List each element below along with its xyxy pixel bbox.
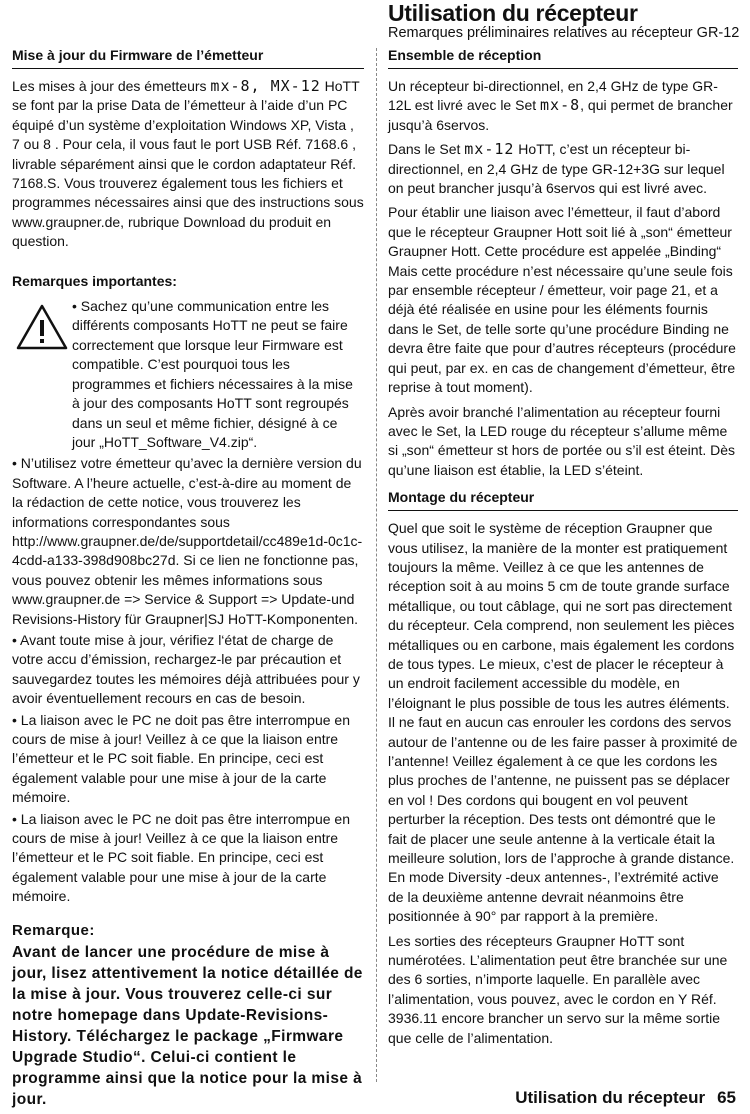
important-remarks-heading: Remarques importantes:: [12, 272, 177, 289]
remark-bullet-3: • Avant toute mise à jour, vérifiez l‘état de charge de votre accu d’émission, rechargez-le par précaution et sauvegardez toutes les mémoires déjà attribuées pour y avoir éventuellement recours en cas de besoin.: [12, 631, 360, 707]
receiver-mounting-heading: Montage du récepteur: [388, 488, 738, 511]
warning-triangle-icon: [16, 301, 68, 353]
remark-bullet-2: • N’utilisez votre émetteur qu’avec la dernière version du Software. A l’heure actuelle, c’est-à-dire au moment de la rédaction de cette notice, vous trouverez les informations correspondantes sous http://www.graupner.de/de/supportdetail/cc489e1d-0c1c-4cdd-a133-398d908bc27d. Si ce lien ne fonctionne pas, vous pouvez obtenir les mêmes informations sous www.graupner.de => Service & Support => Update-und Revisions-History für Graupner|SJ HoTT-Komponenten.: [12, 455, 363, 627]
firmware-intro-post: HoTT se font par la prise Data de l’émetteur à l’aide d’un PC équipé d’un système d’exploitation Windows XP, Vista , 7 ou 8 . Pour cela, il vous faut le port USB Réf. 7168.6 , livrable séparément ainsi que le cordon adaptateur Réf. 7168.S. Vous trouverez également tous les fichiers et programmes nécessaires ainsi que des instructions sous www.graupner.de, rubrique Download du produit en question.: [12, 78, 364, 250]
footer-section: Utilisation du récepteur: [515, 1088, 706, 1107]
warning-block: [12, 297, 364, 454]
remark-bullet-1: • Sachez qu’une communication entre les différents composants HoTT ne peut se faire correctement que lorsque leur Firmware est compatible. C’est pourquoi tous les programmes et fichiers nécessaires à la mise à jour des composants HoTT sont regroupés dans un seul et même fichier, désigné à ce jour „HoTT_Software_V4.zip“.: [72, 298, 353, 450]
p2-post: HoTT, c’est un récepteur bi-directionnel, en 2,4 GHz de type GR-12+3G sur lequel on peut brancher jusqu’à 6servos qui est livré avec.: [388, 141, 725, 197]
remark-bullet-5: • La liaison avec le PC ne doit pas être interrompue en cours de mise à jour! Veillez à ce que la liaison entre l’émetteur et le PC soit fiable. En principe, ceci est également valable pour une mise à jour de la carte mémoire.: [12, 810, 350, 905]
p2-model: mx-12: [464, 140, 515, 159]
p1-post: , qui permet de brancher jusqu’à 6servos.: [388, 97, 733, 133]
left-column: [12, 46, 364, 1110]
page-footer: [503, 1088, 736, 1108]
remark-bullet-4: • La liaison avec le PC ne doit pas être interrompue en cours de mise à jour! Veillez à ce que la liaison entre l’émetteur et le PC soit fiable. En principe, ceci est également valable pour une mise à jour de la carte mémoire.: [12, 711, 350, 806]
mounting-paragraph: Quel que soit le système de réception Graupner que vous utilisez, la manière de la monter est pratiquement toujours la même. Veillez à ce que les antennes de réception soit à au moins 5 cm de toute grande surface métallique, ou tout câblage, qui ne sort pas directement du récepteur. Cela comprend, non seulement les pièces métalliques ou en carbone, mais également les cordons de tous types. Le mieux, c’est de placer le récepteur à un endroit facilement accessible du modèle, en l’éloignant le plus possible de tous les autres éléments. Il ne faut en aucun cas enrouler les cordons des servos autour de l’antenne ou de les faire passer à proximité de l’antenne! Veillez également à ce que les cordons les plus proches de l’antenne, ne puissent pas se déplacer en vol ! Des cordons qui bougent en vol peuvent perturber la réception. Des tests ont démontré que le fait de placer une seule antenne à la verticale était la meilleure solution, lors de l’approche à grande distance. En mode Diversity -deux antennes-, l’extrémité active de la deuxième antenne devrait néanmoins être positionnée à 90° par rapport à la première.: [388, 520, 738, 925]
spacer: [12, 254, 364, 272]
firmware-update-heading: Mise à jour du Firmware de l’émetteur: [12, 46, 364, 69]
firmware-intro: [12, 77, 364, 252]
remark-label: Remarque:: [12, 921, 95, 939]
binding-paragraph: Pour établir une liaison avec l’émetteur, il faut d’abord que le récepteur Graupner Hott soit lié à „son“ émetteur Graupner Hott. Cette procédure est appelée „Binding“ Mais cette procédure n’est nécessaire qu’une seule fois par ensemble récepteur / émetteur, voir page 21, et a déjà été réalisée en usine pour les éléments fournis dans le Set, de telle sorte qu’une procédure Binding ne devra être faite que pour d’autres récepteurs (procédure qui peut, par ex. en cas de changement d’émetteur, être reprise à tout moment).: [388, 204, 736, 396]
remark-body: Avant de lancer une procédure de mise à jour, lisez attentivement la notice détaillée de la mise à jour. Vous trouverez celle-ci sur notre homepage dans Update-Revisions-History. Téléchargez le package „Firmware Upgrade Studio“. Celui-ci contient le programme ainsi que la notice pour la mise à jour.: [12, 944, 363, 1109]
p2-pre: Dans le Set: [388, 141, 465, 158]
page-subtitle: Remarques préliminaires relatives au récepteur GR-12: [388, 25, 740, 41]
p1-model: mx-8: [540, 96, 581, 115]
right-column: [388, 46, 738, 1053]
firmware-intro-pre: Les mises à jour des émetteurs: [12, 78, 211, 94]
page-number: 65: [717, 1088, 736, 1107]
receiver-set-heading: Ensemble de réception: [388, 46, 738, 69]
led-paragraph: Après avoir branché l’alimentation au récepteur fourni avec le Set, la LED rouge du récepteur s’allume même si „son“ émetteur st hors de portée ou s’il est éteint. Dès qu’une liaison est établie, la LED s’éteint.: [388, 403, 736, 478]
firmware-intro-model: mx-8, MX-12: [210, 77, 321, 95]
p1-pre: Un récepteur bi-directionnel, en 2,4 GHz de type GR-12L est livré avec le Set: [388, 78, 718, 114]
column-divider: [376, 48, 377, 1082]
outputs-paragraph: Les sorties des récepteurs Graupner HoTT sont numérotées. L’alimentation peut être branchée sur une des 6 sorties, n’importe laquelle. En parallèle avec l’alimentation, vous pouvez, avec le cordon en Y Réf. 3936.11 encore brancher un servo sur la même sortie que celle de l’alimentation.: [388, 932, 728, 1046]
receiver-set-p2: [388, 140, 738, 198]
receiver-set-p1: [388, 77, 738, 135]
page-title: Utilisation du récepteur: [388, 0, 638, 26]
